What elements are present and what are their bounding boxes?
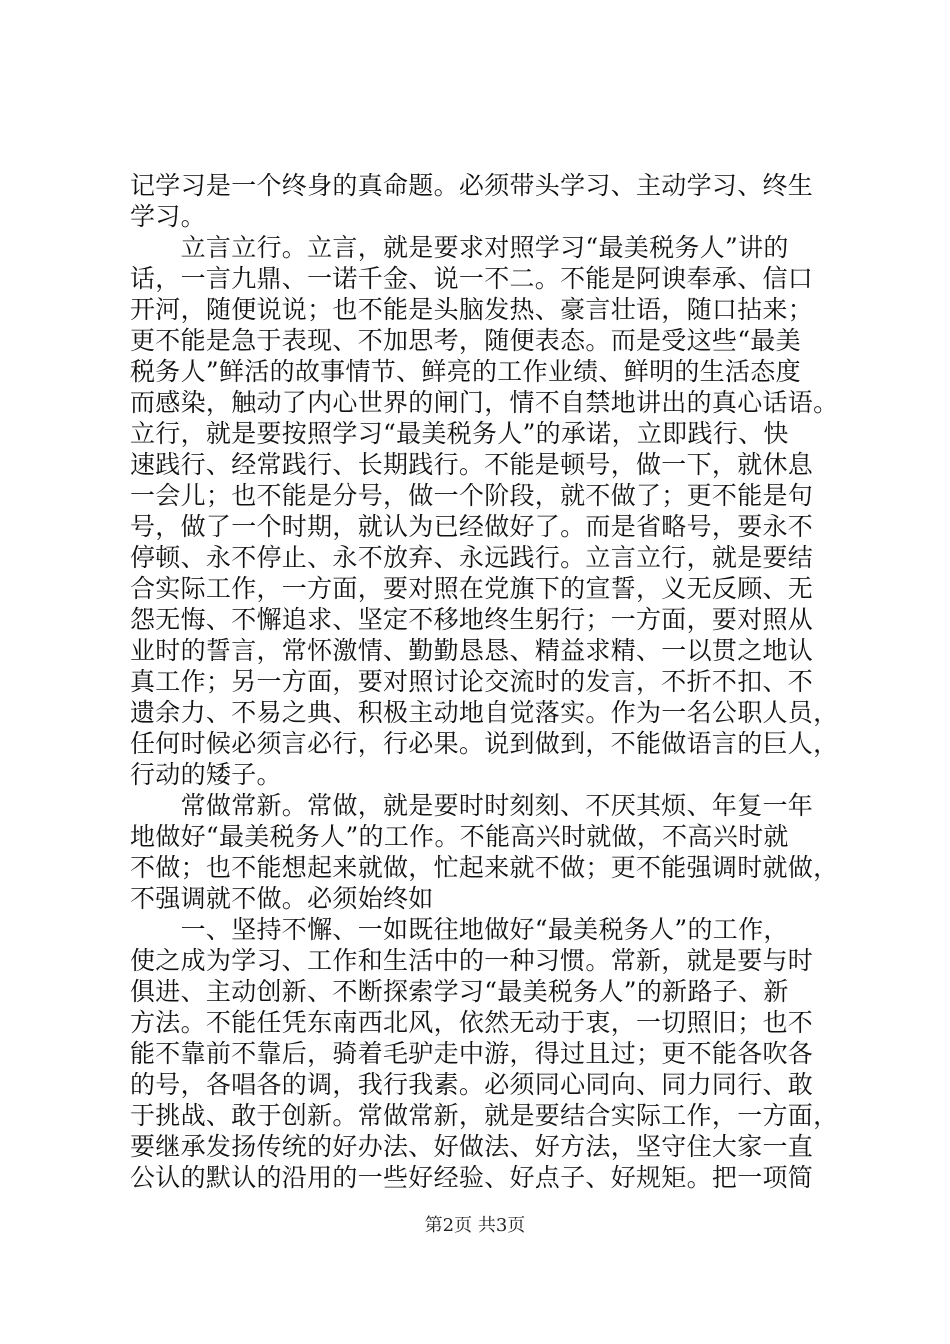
text-line: 记学习是一个终身的真命题。必须带头学习、主动学习、终生 bbox=[130, 171, 814, 200]
text-line: 常做常新。常做，就是要时时刻刻、不厌其烦、年复一年 bbox=[130, 791, 814, 820]
text-line: 要继承发扬传统的好办法、好做法、好方法，坚守住大家一直 bbox=[130, 1132, 814, 1161]
page-footer bbox=[0, 1215, 950, 1237]
text-line: 更不能是急于表现、不加思考，随便表态。而是受这些“最美 bbox=[130, 326, 801, 355]
text-line: 业时的誓言，常怀激情、勤勤恳恳、精益求精、一以贯之地认 bbox=[130, 636, 814, 665]
text-line: 速践行、经常践行、长期践行。不能是顿号，做一下，就休息 bbox=[130, 450, 814, 479]
text-line: 不强调就不做。必须始终如 bbox=[130, 884, 434, 913]
text-line: 税务人”鲜活的故事情节、鲜亮的工作业绩、鲜明的生活态度 bbox=[130, 357, 801, 386]
text-line: 任何时候必须言必行，行必果。说到做到，不能做语言的巨人， bbox=[130, 729, 839, 758]
text-line: 地做好“最美税务人”的工作。不能高兴时就做，不高兴时就 bbox=[130, 822, 789, 851]
text-line: 方法。不能任凭东南西北风，依然无动于衷，一切照旧；也不 bbox=[130, 1008, 814, 1037]
text-line: 一、坚持不懈、一如既往地做好“最美税务人”的工作， bbox=[130, 915, 789, 944]
text-line: 真工作；另一方面，要对照讨论交流时的发言，不折不扣、不 bbox=[130, 667, 814, 696]
page-number-label: 第2页 共3页 bbox=[424, 1215, 526, 1236]
text-line: 使之成为学习、工作和生活中的一种习惯。常新，就是要与时 bbox=[130, 946, 814, 975]
text-line: 号，做了一个时期，就认为已经做好了。而是省略号，要永不 bbox=[130, 512, 814, 541]
text-line: 公认的默认的沿用的一些好经验、好点子、好规矩。把一项简 bbox=[130, 1163, 814, 1192]
text-line: 而感染，触动了内心世界的闸门，情不自禁地讲出的真心话语。 bbox=[130, 388, 839, 417]
text-line: 遗余力、不易之典、积极主动地自觉落实。作为一名公职人员， bbox=[130, 698, 839, 727]
text-line: 立行，就是要按照学习“最美税务人”的承诺，立即践行、快 bbox=[130, 419, 789, 448]
text-line: 能不靠前不靠后，骑着毛驴走中游，得过且过；更不能各吹各 bbox=[130, 1039, 814, 1068]
text-line: 学习。 bbox=[130, 202, 206, 231]
text-line: 一会儿；也不能是分号，做一个阶段，就不做了；更不能是句 bbox=[130, 481, 814, 510]
text-line: 立言立行。立言，就是要求对照学习“最美税务人”讲的 bbox=[130, 233, 789, 262]
text-line: 行动的矮子。 bbox=[130, 760, 282, 789]
text-line: 怨无悔、不懈追求、坚定不移地终生躬行；一方面，要对照从 bbox=[130, 605, 814, 634]
text-line: 不做；也不能想起来就做，忙起来就不做；更不能强调时就做， bbox=[130, 853, 839, 882]
text-line: 话，一言九鼎、一诺千金、说一不二。不能是阿谀奉承、信口 bbox=[130, 264, 814, 293]
text-line: 的号，各唱各的调，我行我素。必须同心同向、同力同行、敢 bbox=[130, 1070, 814, 1099]
text-line: 开河，随便说说；也不能是头脑发热、豪言壮语，随口拈来； bbox=[130, 295, 814, 324]
text-line: 俱进、主动创新、不断探索学习“最美税务人”的新路子、新 bbox=[130, 977, 789, 1006]
text-line: 于挑战、敢于创新。常做常新，就是要结合实际工作，一方面， bbox=[130, 1101, 839, 1130]
text-line: 合实际工作，一方面，要对照在党旗下的宣誓，义无反顾、无 bbox=[130, 574, 814, 603]
text-line: 停顿、永不停止、永不放弃、永远践行。立言立行，就是要结 bbox=[130, 543, 814, 572]
